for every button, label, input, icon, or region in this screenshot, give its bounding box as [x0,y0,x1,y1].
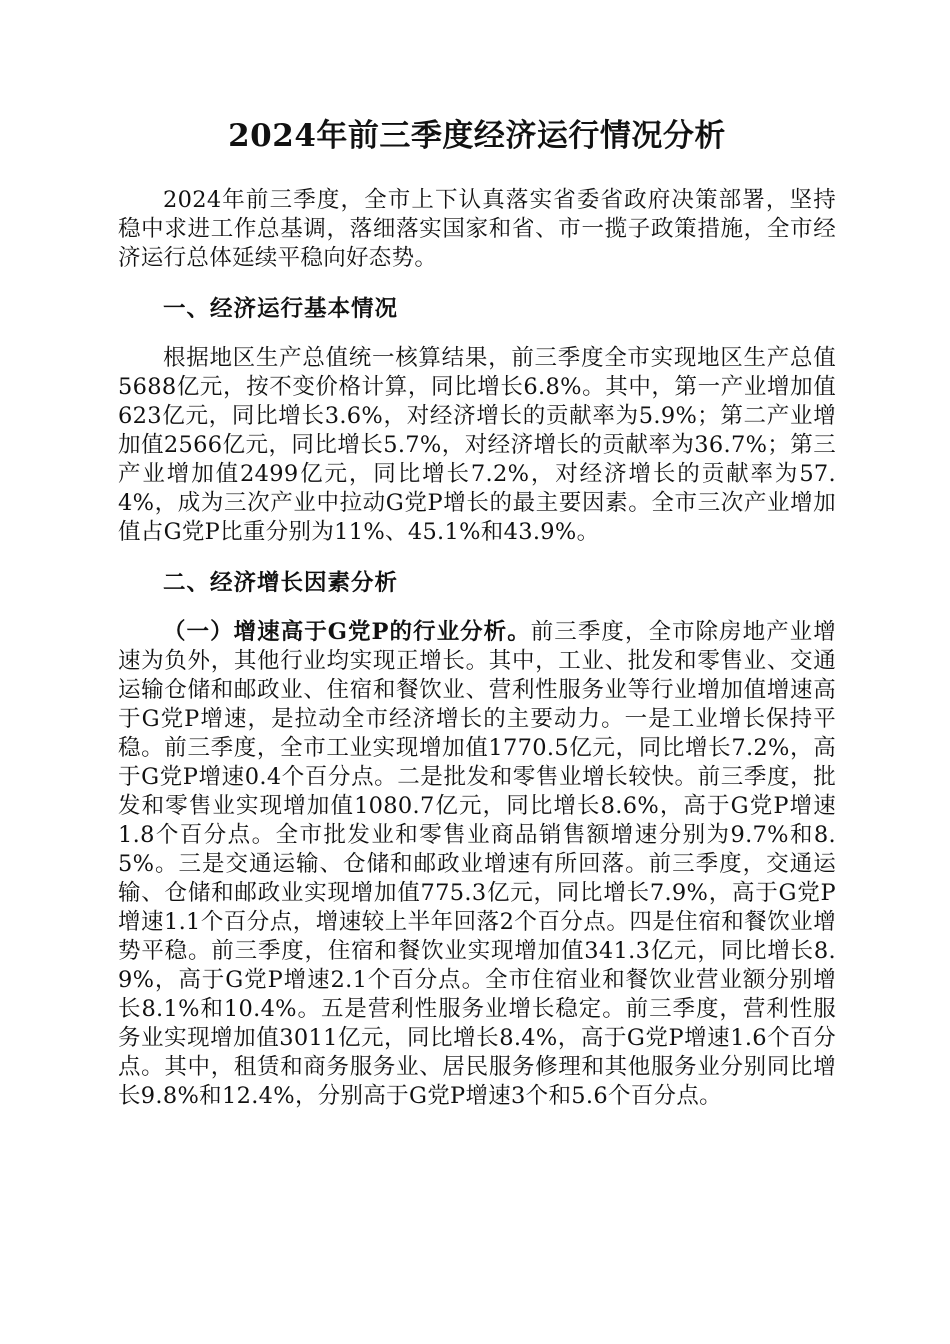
subsection1-lead: （一）增速高于G党P的行业分析。 [163,619,531,645]
section2-subsection1-paragraph [118,618,836,1111]
document-title: 2024年前三季度经济运行情况分析 [228,118,726,154]
subsection1-body: 前三季度，全市除房地产业增速为负外，其他行业均实现正增长。其中，工业、批发和零售业、交通运输仓储和邮政业、住宿和餐饮业、营利性服务业等行业增加值增速高于G党P增速，是拉动全市经济增长的主要动力。一是工业增长保持平稳。前三季度，全市工业实现增加值1770.5亿元，同比增长7.2%，高于G党P增速0.4个百分点。二是批发和零售业增长较快。前三季度，批发和零售业实现增加值1080.7亿元，同比增长8.6%，高于G党P增速1.8个百分点。全市批发业和零售业商品销售额增速分别为9.7%和8.5%。三是交通运输、仓储和邮政业增速有所回落。前三季度，交通运输、仓储和邮政业实现增加值775.3亿元，同比增长7.9%，高于G党P增速1.1个百分点，增速较上半年回落2个百分点。四是住宿和餐饮业增势平稳。前三季度，住宿和餐饮业实现增加值341.3亿元，同比增长8.9%，高于G党P增速2.1个百分点。全市住宿业和餐饮业营业额分别增长8.1%和10.4%。五是营利性服务业增长稳定。前三季度，营利性服务业实现增加值3011亿元，同比增长8.4%，高于G党P增速1.6个百分点。其中，租赁和商务服务业、居民服务修理和其他服务业分别同比增长9.8%和12.4%，分别高于G党P增速3个和5.6个百分点。 [118,619,837,1109]
document-page [118,112,836,1111]
intro-paragraph: 2024年前三季度，全市上下认真落实省委省政府决策部署，坚持稳中求进工作总基调，落细落实国家和省、市一揽子政策措施，全市经济运行总体延续平稳向好态势。 [118,187,836,271]
section1-paragraph: 根据地区生产总值统一核算结果，前三季度全市实现地区生产总值5688亿元，按不变价格计算，同比增长6.8%。其中，第一产业增加值623亿元，同比增长3.6%，对经济增长的贡献率为5.9%；第二产业增加值2566亿元，同比增长5.7%，对经济增长的贡献率为36.7%；第三产业增加值2499亿元，同比增长7.2%，对经济增长的贡献率为57.4%，成为三次产业中拉动G党P增长的最主要因素。全市三次产业增加值占G党P比重分别为11%、45.1%和43.9%。 [118,345,836,545]
section-heading-growth-factors: 二、经济增长因素分析 [163,570,399,596]
section-heading-basic-situation: 一、经济运行基本情况 [163,296,399,322]
